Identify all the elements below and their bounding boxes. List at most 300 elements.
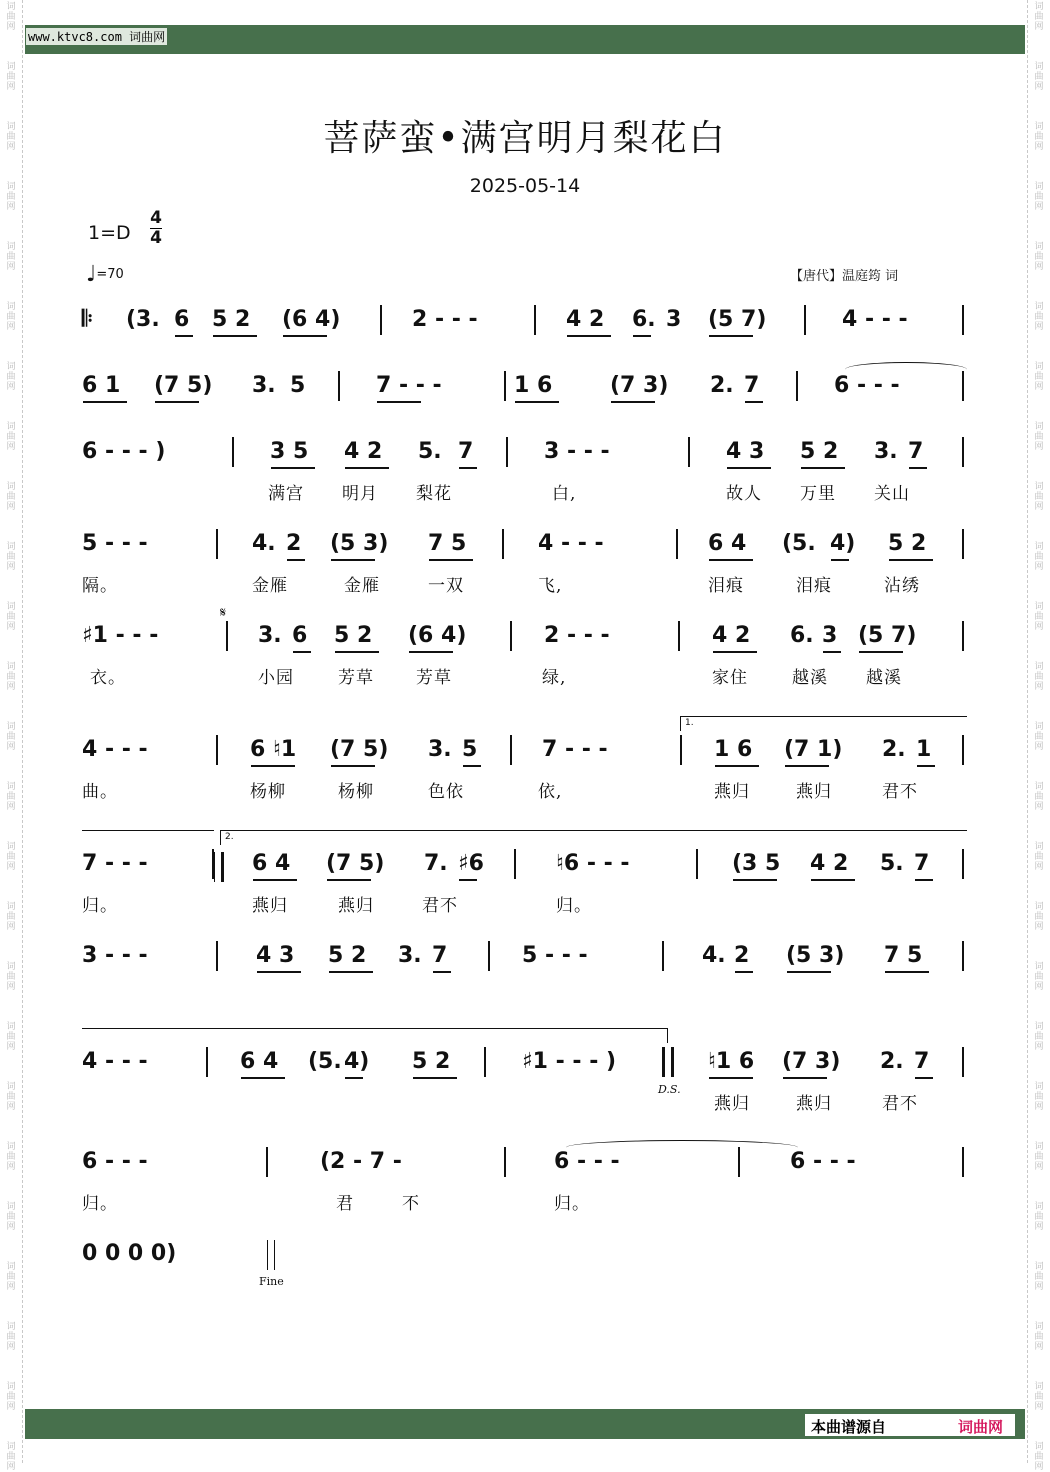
lyric: 越溪 — [866, 668, 902, 688]
watermark-text: 词 曲 网 — [6, 1382, 16, 1412]
watermark-text: 词 曲 网 — [6, 422, 16, 452]
underline-beam — [241, 1077, 285, 1079]
watermark-text: 词 曲 网 — [6, 1442, 16, 1472]
watermark-text: 词 曲 网 — [6, 302, 16, 332]
watermark-text: 词 曲 网 — [1034, 1322, 1044, 1352]
barline — [266, 1147, 268, 1177]
watermark-text: 词 曲 网 — [1034, 962, 1044, 992]
barline — [506, 437, 508, 467]
repeat-end-barline — [214, 852, 224, 882]
watermark-text: 词 曲 网 — [1034, 722, 1044, 752]
note-group: 5. — [880, 851, 904, 876]
underline-beam — [611, 401, 655, 403]
note-group: 4 3 — [726, 439, 765, 464]
barline — [962, 529, 964, 559]
note-group: 5 2 — [212, 307, 251, 332]
barline — [676, 529, 678, 559]
barline — [206, 1047, 208, 1077]
underline-beam — [515, 401, 559, 403]
lyric: 归。 — [554, 1194, 590, 1214]
note-group: 5 - - - — [522, 943, 588, 968]
note-group: ♯6 — [458, 851, 484, 876]
note-group: 5 2 — [334, 623, 373, 648]
watermark-text: 词 曲 网 — [1034, 1082, 1044, 1112]
lyric: 故人 — [726, 484, 762, 504]
underline-beam — [335, 651, 379, 653]
right-watermark-strip — [1027, 0, 1050, 1472]
lyric: 飞, — [538, 576, 563, 596]
watermark-text: 词 曲 网 — [1034, 662, 1044, 692]
lyric: 归。 — [82, 896, 118, 916]
note-group: (6 4) — [408, 623, 467, 648]
note-group: 4. — [702, 943, 726, 968]
note-group: 4) — [344, 1049, 370, 1074]
underline-beam — [463, 765, 481, 767]
note-group: (7 1) — [784, 737, 843, 762]
watermark-text: 词 曲 网 — [6, 902, 16, 932]
lyric: 燕归 — [796, 782, 832, 802]
note-group: 2 — [286, 531, 302, 556]
underline-beam — [889, 559, 933, 561]
note-group: ♯1 - - - ) — [522, 1049, 617, 1074]
note-group: 4 - - - — [538, 531, 604, 556]
note-group: 4 2 — [344, 439, 383, 464]
note-group: 4 2 — [810, 851, 849, 876]
lyric: 君不 — [882, 782, 918, 802]
note-group: 6 4 — [252, 851, 291, 876]
watermark-text: 词 曲 网 — [6, 782, 16, 812]
volta-line — [82, 830, 214, 845]
lyric: 沾绣 — [884, 576, 920, 596]
underline-beam — [733, 879, 777, 881]
watermark-text: 词 曲 网 — [6, 1082, 16, 1112]
watermark-text: 词 曲 网 — [6, 1022, 16, 1052]
note-group: (5. — [782, 531, 816, 556]
lyric: 依, — [538, 782, 563, 802]
watermark-text: 词 曲 网 — [6, 482, 16, 512]
note-group: 2 - - - — [544, 623, 610, 648]
note-group: 7 — [432, 943, 448, 968]
note-group: 5. — [418, 439, 442, 464]
lyric: 归。 — [556, 896, 592, 916]
underline-beam — [785, 765, 829, 767]
underline-beam — [713, 651, 757, 653]
barline — [510, 735, 512, 765]
watermark-text: 词 曲 网 — [1034, 2, 1044, 32]
note-group: 3 — [822, 623, 838, 648]
barline — [804, 305, 806, 335]
lyric: 明月 — [342, 484, 378, 504]
underline-beam — [409, 651, 453, 653]
watermark-text: 词 曲 网 — [6, 242, 16, 272]
barline — [232, 437, 234, 467]
underline-beam — [287, 559, 305, 561]
underline-beam — [783, 1077, 827, 1079]
underline-beam — [567, 335, 611, 337]
watermark-text: 词 曲 网 — [1034, 1202, 1044, 1232]
left-watermark-strip — [0, 0, 23, 1472]
barline — [680, 735, 682, 765]
source-site-link[interactable]: 词曲网 — [958, 1418, 1004, 1436]
watermark-text: 词 曲 网 — [1034, 542, 1044, 572]
volta-bracket-2 — [220, 830, 967, 845]
underline-beam — [413, 1077, 457, 1079]
lyric: 燕归 — [252, 896, 288, 916]
note-group: 7 - - - — [376, 373, 442, 398]
lyric: 家住 — [712, 668, 748, 688]
note-group: 3. — [874, 439, 898, 464]
barline — [216, 529, 218, 559]
watermark-text: 词 曲 网 — [6, 2, 16, 32]
lyric: 泪痕 — [708, 576, 744, 596]
lyric: 绿, — [542, 668, 567, 688]
tempo-value: =70 — [96, 267, 124, 282]
barline — [502, 529, 504, 559]
lyric: 满宫 — [268, 484, 304, 504]
underline-beam — [831, 559, 849, 561]
underline-beam — [83, 401, 127, 403]
note-group: 7 - - - — [542, 737, 608, 762]
note-group: ♯1 - - - — [82, 623, 159, 648]
note-group: 5 - - - — [82, 531, 148, 556]
ds-bracket — [82, 1028, 668, 1043]
barline — [488, 941, 490, 971]
underline-beam — [253, 879, 297, 881]
note-group: 1 6 — [714, 737, 753, 762]
watermark-text: 词 曲 网 — [1034, 842, 1044, 872]
note-group: (7 3) — [610, 373, 669, 398]
watermark-text: 词 曲 网 — [1034, 1382, 1044, 1412]
note-group: (5 3) — [786, 943, 845, 968]
note-group: 1 — [916, 737, 932, 762]
watermark-text: 词 曲 网 — [6, 602, 16, 632]
tie-arc — [566, 1140, 798, 1155]
underline-beam — [909, 467, 927, 469]
note-group: 3 — [666, 307, 682, 332]
note-group: 7 - - - — [82, 851, 148, 876]
site-url[interactable]: www.ktvc8.com 词曲网 — [28, 30, 166, 44]
watermark-text: 词 曲 网 — [1034, 602, 1044, 632]
lyric: 曲。 — [82, 782, 118, 802]
watermark-text: 词 曲 网 — [1034, 902, 1044, 932]
note-group: 3. — [252, 373, 276, 398]
watermark-text: 词 曲 网 — [6, 662, 16, 692]
note-group: 7 5 — [884, 943, 923, 968]
time-signature-top: 4 — [150, 208, 162, 228]
double-barline — [664, 1047, 674, 1077]
underline-beam — [885, 971, 929, 973]
lyric: 金雁 — [252, 576, 288, 596]
lyric: 燕归 — [714, 782, 750, 802]
note-group: 3 5 — [270, 439, 309, 464]
underline-beam — [429, 559, 473, 561]
underline-beam — [377, 401, 421, 403]
barline — [216, 941, 218, 971]
underline-beam — [735, 971, 753, 973]
note-group: 7 — [914, 851, 930, 876]
note-group: 7 — [744, 373, 760, 398]
note-group: ♮6 - - - — [556, 851, 630, 876]
top-banner — [25, 25, 1025, 54]
note-group: 6 ♮1 — [250, 737, 297, 762]
barline — [514, 849, 516, 879]
note-group: 6. — [632, 307, 656, 332]
note-group: (5 7) — [858, 623, 917, 648]
underline-beam — [709, 559, 753, 561]
note-group: 6 — [174, 307, 190, 332]
underline-beam — [633, 335, 651, 337]
lyric: 君不 — [882, 1094, 918, 1114]
lyric: 白, — [552, 484, 577, 504]
note-group: (2 - 7 - — [320, 1149, 402, 1174]
watermark-text: 词 曲 网 — [1034, 1022, 1044, 1052]
note-group: 7 — [914, 1049, 930, 1074]
barline — [962, 621, 964, 651]
watermark-text: 词 曲 网 — [1034, 182, 1044, 212]
underline-beam — [283, 335, 327, 337]
note-group: 5 2 — [888, 531, 927, 556]
note-group: 6 - - - — [834, 373, 900, 398]
lyric: 越溪 — [792, 668, 828, 688]
note-group: 6 4 — [240, 1049, 279, 1074]
note-group: 3. — [428, 737, 452, 762]
underline-beam — [433, 971, 451, 973]
note-group: 2 - - - — [412, 307, 478, 332]
lyric: 燕归 — [714, 1094, 750, 1114]
volta-bracket-1 — [680, 716, 967, 731]
barline — [696, 849, 698, 879]
lyric: 万里 — [800, 484, 836, 504]
note-group: 6 - - - — [790, 1149, 856, 1174]
barline — [534, 305, 536, 335]
barline — [688, 437, 690, 467]
lyricist: 【唐代】温庭筠 词 — [790, 269, 899, 284]
watermark-text: 词 曲 网 — [6, 1202, 16, 1232]
underline-beam — [175, 335, 193, 337]
note-group: 𝄆 — [82, 307, 93, 332]
underline-beam — [155, 401, 199, 403]
note-group: 5 2 — [328, 943, 367, 968]
lyric: 燕归 — [796, 1094, 832, 1114]
barline — [338, 371, 340, 401]
watermark-text: 词 曲 网 — [6, 1322, 16, 1352]
barline — [962, 437, 964, 467]
underline-beam — [293, 651, 311, 653]
note-group: 6 - - - — [82, 1149, 148, 1174]
note-group: 2. — [710, 373, 734, 398]
lyric: 隔。 — [82, 576, 118, 596]
watermark-text: 词 曲 网 — [1034, 1442, 1044, 1472]
note-group: 7 — [458, 439, 474, 464]
watermark-text: 词 曲 网 — [1034, 242, 1044, 272]
watermark-text: 词 曲 网 — [1034, 362, 1044, 392]
segno-mark: 𝄋 — [220, 605, 227, 621]
note-group: 3 - - - — [82, 943, 148, 968]
barline — [226, 621, 228, 651]
note-group: 4 3 — [256, 943, 295, 968]
tie-arc — [845, 362, 967, 377]
barline — [962, 941, 964, 971]
underline-beam — [811, 879, 855, 881]
lyric: 关山 — [874, 484, 910, 504]
watermark-text: 词 曲 网 — [1034, 122, 1044, 152]
note-group: 5 2 — [412, 1049, 451, 1074]
note-group: 3. — [398, 943, 422, 968]
watermark-text: 词 曲 网 — [6, 842, 16, 872]
double-barline — [267, 1240, 275, 1270]
underline-beam — [715, 765, 759, 767]
watermark-text: 词 曲 网 — [1034, 1142, 1044, 1172]
note-group: 6 4 — [708, 531, 747, 556]
underline-beam — [787, 971, 831, 973]
underline-beam — [709, 1077, 753, 1079]
barline — [510, 621, 512, 651]
note-group: 4 2 — [566, 307, 605, 332]
key-signature: 1=D — [88, 222, 131, 244]
note-group: 0 0 0 0) — [82, 1241, 177, 1266]
underline-beam — [329, 971, 373, 973]
watermark-text: 词 曲 网 — [1034, 62, 1044, 92]
note-group: (6 4) — [282, 307, 341, 332]
underline-beam — [327, 879, 371, 881]
barline — [796, 371, 798, 401]
lyric: 金雁 — [344, 576, 380, 596]
underline-beam — [257, 971, 301, 973]
song-title: 菩萨蛮•满宫明月梨花白 — [323, 118, 727, 159]
underline-beam — [859, 651, 903, 653]
note-group: 4 2 — [712, 623, 751, 648]
tempo-mark — [86, 262, 124, 287]
watermark-text: 词 曲 网 — [1034, 1262, 1044, 1292]
note-group: (7 5) — [154, 373, 213, 398]
ds-mark: D.S. — [658, 1083, 681, 1096]
barline — [962, 305, 964, 335]
underline-beam — [917, 765, 935, 767]
note-group: 1 6 — [514, 373, 553, 398]
time-signature — [148, 209, 164, 248]
volta-2-label: 2. — [225, 832, 234, 842]
note-group: 6 - - - ) — [82, 439, 166, 464]
note-group: 3 - - - — [544, 439, 610, 464]
underline-beam — [459, 467, 477, 469]
note-group: 2 — [734, 943, 750, 968]
watermark-text: 词 曲 网 — [6, 182, 16, 212]
lyric: 芳草 — [416, 668, 452, 688]
underline-beam — [459, 879, 477, 881]
note-group: 4. — [252, 531, 276, 556]
barline — [484, 1047, 486, 1077]
watermark-text: 词 曲 网 — [6, 1142, 16, 1172]
note-group: (7 5) — [326, 851, 385, 876]
watermark-text: 词 曲 网 — [6, 122, 16, 152]
watermark-text: 词 曲 网 — [6, 962, 16, 992]
note-group: 4) — [830, 531, 856, 556]
note-group: 6. — [790, 623, 814, 648]
note-group: 3. — [258, 623, 282, 648]
note-group: (7 5) — [330, 737, 389, 762]
watermark-text: 词 曲 网 — [1034, 422, 1044, 452]
lyric: 君 — [336, 1194, 354, 1214]
source-label: 本曲谱源自 — [811, 1418, 887, 1436]
lyric: 不 — [402, 1194, 420, 1214]
note-group: (7 3) — [782, 1049, 841, 1074]
watermark-text: 词 曲 网 — [6, 1262, 16, 1292]
barline — [504, 1147, 506, 1177]
volta-1-label: 1. — [685, 718, 694, 728]
note-group: 6 - - - — [554, 1149, 620, 1174]
watermark-text: 词 曲 网 — [1034, 482, 1044, 512]
underline-beam — [271, 467, 315, 469]
time-signature-bottom: 4 — [150, 228, 162, 248]
lyric: 杨柳 — [250, 782, 286, 802]
underline-beam — [727, 467, 771, 469]
lyric: 泪痕 — [796, 576, 832, 596]
lyric: 杨柳 — [338, 782, 374, 802]
note-group: 7. — [424, 851, 448, 876]
note-group: 5 2 — [800, 439, 839, 464]
note-group: (5 3) — [330, 531, 389, 556]
note-group: 7 — [908, 439, 924, 464]
note-group: 4 - - - — [82, 737, 148, 762]
underline-beam — [213, 335, 257, 337]
note-group: ♮1 6 — [708, 1049, 755, 1074]
lyric: 一双 — [428, 576, 464, 596]
underline-beam — [251, 765, 295, 767]
underline-beam — [331, 559, 375, 561]
barline — [678, 621, 680, 651]
underline-beam — [345, 467, 389, 469]
barline — [504, 371, 506, 401]
note-group: (3. — [126, 307, 160, 332]
note-group: (5 7) — [708, 307, 767, 332]
note-group: 4 - - - — [842, 307, 908, 332]
lyric: 小园 — [258, 668, 294, 688]
underline-beam — [915, 1077, 933, 1079]
note-group: 5 — [462, 737, 478, 762]
watermark-text: 词 曲 网 — [1034, 302, 1044, 332]
underline-beam — [801, 467, 845, 469]
fine-mark: Fine — [259, 1275, 284, 1288]
watermark-text: 词 曲 网 — [6, 362, 16, 392]
underline-beam — [915, 879, 933, 881]
barline — [962, 1047, 964, 1077]
lyric: 君不 — [422, 896, 458, 916]
watermark-text: 词 曲 网 — [6, 542, 16, 572]
underline-beam — [823, 651, 841, 653]
lyric: 色依 — [428, 782, 464, 802]
barline — [962, 1147, 964, 1177]
watermark-text: 词 曲 网 — [1034, 782, 1044, 812]
barline — [216, 735, 218, 765]
barline — [962, 735, 964, 765]
note-group: 7 5 — [428, 531, 467, 556]
note-group: 6 — [292, 623, 308, 648]
lyric: 燕归 — [338, 896, 374, 916]
lyric: 芳草 — [338, 668, 374, 688]
lyric: 衣。 — [90, 668, 126, 688]
underline-beam — [745, 401, 763, 403]
note-group: 5 — [290, 373, 306, 398]
barline — [380, 305, 382, 335]
note-group: (5. — [308, 1049, 342, 1074]
lyric: 梨花 — [416, 484, 452, 504]
note-group: 2. — [882, 737, 906, 762]
watermark-text: 词 曲 网 — [6, 722, 16, 752]
lyric: 归。 — [82, 1194, 118, 1214]
underline-beam — [709, 335, 753, 337]
quarter-note-icon: ♩ — [86, 262, 97, 287]
barline — [662, 941, 664, 971]
